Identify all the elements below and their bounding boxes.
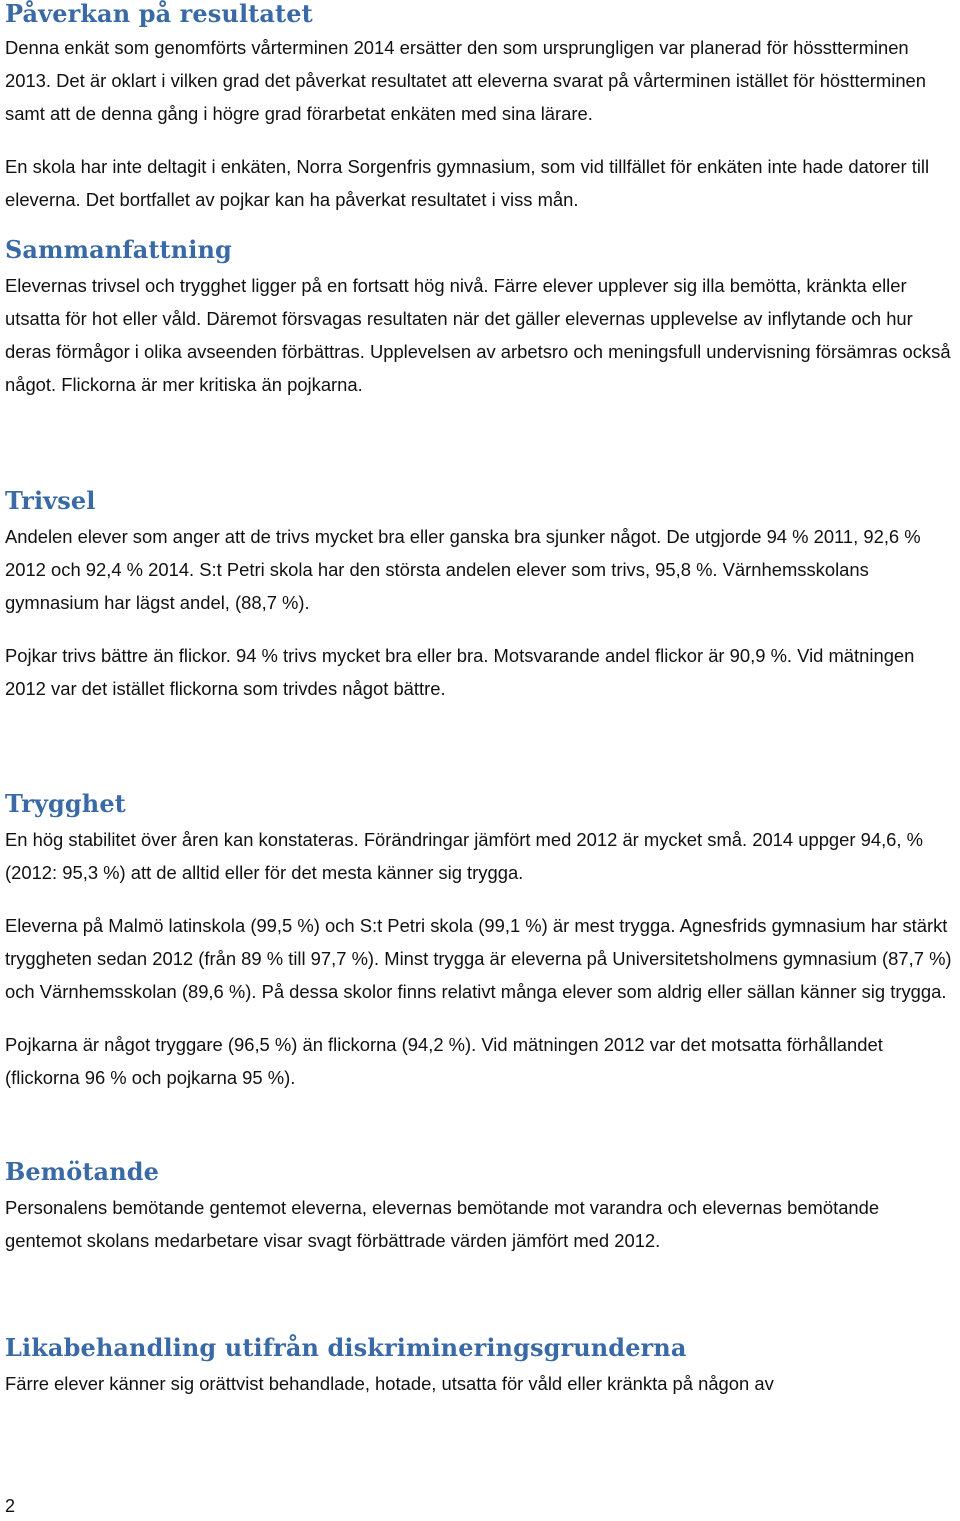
heading-likabehandling: Likabehandling utifrån diskrimineringsgrunderna [5, 1333, 687, 1362]
paragraph-bemotande-1: Personalens bemötande gentemot eleverna, elevernas bemötande mot varandra och elevernas bemötande gentemot skolans medarbetare visar svagt förbättrade värden jämfört med 2012. [5, 1197, 880, 1251]
paragraph-paverkan-1: Denna enkät som genomförts vårterminen 2014 ersätter den som ursprungligen var planerad för hösstterminen 2013. Det är oklart i vilken grad det påverkat resultatet att eleverna svarat på vårterminen istället för höstterminen samt att de denna gång i högre grad förarbetat enkäten med sina lärare. [5, 37, 927, 124]
document-page [5, 0, 957, 1400]
paragraph-trygghet-1: En hög stabilitet över åren kan konstateras. Förändringar jämfört med 2012 är mycket små. 2014 uppger 94,6, % (2012: 95,3 %) att de alltid eller för det mesta känner sig trygga. [5, 829, 923, 883]
heading-sammanfattning: Sammanfattning [5, 235, 232, 264]
paragraph-trygghet-3: Pojkarna är något tryggare (96,5 %) än flickorna (94,2 %). Vid mätningen 2012 var det motsatta förhållandet (flickorna 96 % och pojkarna 95 %). [5, 1034, 883, 1088]
heading-bemotande: Bemötande [5, 1157, 159, 1186]
paragraph-trygghet-2: Eleverna på Malmö latinskola (99,5 %) och S:t Petri skola (99,1 %) är mest trygga. Agnesfrids gymnasium har stärkt tryggheten sedan 2012 (från 89 % till 97,7 %). Minst trygga är eleverna på Universitetsholmens gymnasium (87,7 %) och Värnhemsskolan (89,6 %). På dessa skolor finns relativt många elever som aldrig eller sällan känner sig trygga. [5, 915, 952, 1002]
paragraph-trivsel-1: Andelen elever som anger att de trivs mycket bra eller ganska bra sjunker något. De utgjorde 94 % 2011, 92,6 % 2012 och 92,4 % 2014. S:t Petri skola har den största andelen elever som trivs, 95,8 %. Värnhemsskolans gymnasium har lägst andel, (88,7 %). [5, 526, 921, 613]
page-number: 2 [5, 1496, 16, 1516]
paragraph-paverkan-2: En skola har inte deltagit i enkäten, Norra Sorgenfris gymnasium, som vid tillfället för enkäten inte hade datorer till eleverna. Det bortfallet av pojkar kan ha påverkat resultatet i viss mån. [5, 156, 930, 210]
heading-paverkan: Påverkan på resultatet [5, 0, 313, 28]
paragraph-trivsel-2: Pojkar trivs bättre än flickor. 94 % trivs mycket bra eller bra. Motsvarande andel flickor är 90,9 %. Vid mätningen 2012 var det istället flickorna som trivdes något bättre. [5, 645, 915, 699]
paragraph-likabehandling-1: Färre elever känner sig orättvist behandlade, hotade, utsatta för våld eller kränkta på någon av [5, 1373, 774, 1394]
paragraph-sammanfattning-1: Elevernas trivsel och trygghet ligger på en fortsatt hög nivå. Färre elever upplever sig illa bemötta, kränkta eller utsatta för hot eller våld. Däremot försvagas resultaten när det gäller elevernas upplevelse av inflytande och hur deras förmågor i olika avseenden förbättras. Upplevelsen av arbetsro och meningsfull undervisning försämras också något. Flickorna är mer kritiska än pojkarna. [5, 275, 951, 395]
heading-trivsel: Trivsel [5, 486, 96, 515]
heading-trygghet: Trygghet [5, 789, 126, 818]
